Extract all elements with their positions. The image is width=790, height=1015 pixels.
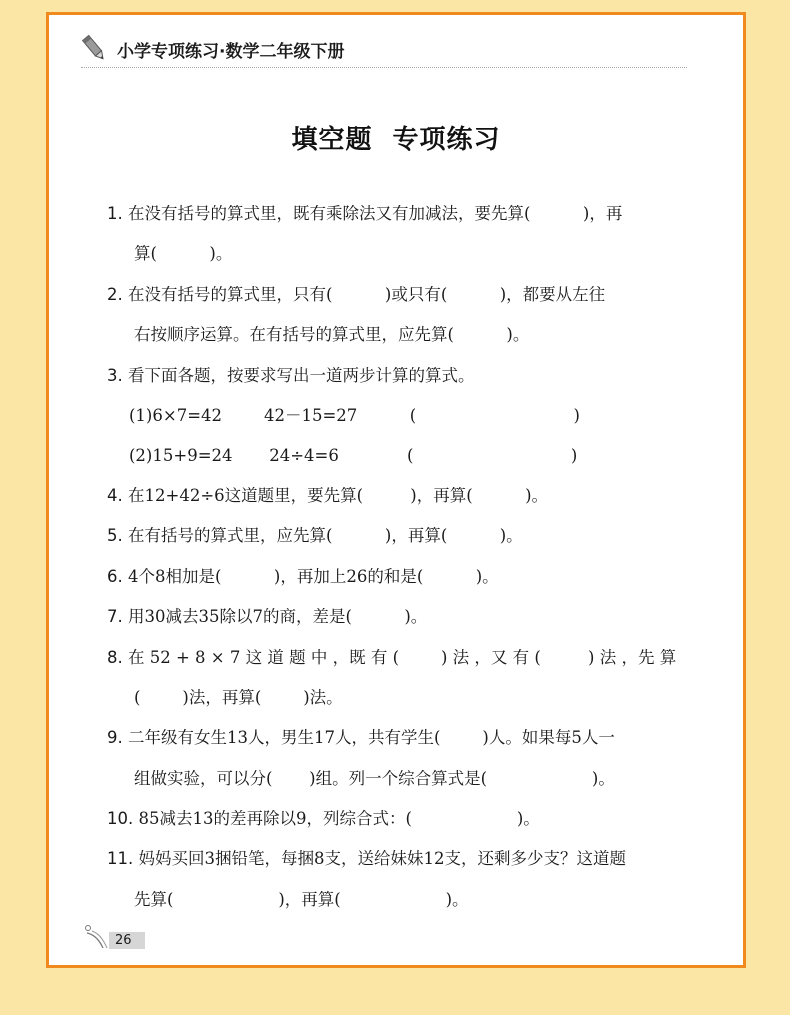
question-number: 6. xyxy=(107,567,123,586)
question-11-continued: 先算( )，再算( )。 xyxy=(134,890,469,909)
page-number: 26 xyxy=(109,932,145,949)
question-number: 8. xyxy=(107,648,123,667)
question-3-sub-2: (2)15+9=24 24÷4=6 ( ) xyxy=(129,446,578,465)
question-text: 在12+42÷6这道题里，要先算( )，再算( )。 xyxy=(128,486,549,505)
question-9-continued: 组做实验，可以分( )组。列一个综合算式是( )。 xyxy=(134,769,615,788)
swirl-decoration-icon xyxy=(83,923,109,949)
question-text: 在没有括号的算式里，既有乘除法又有加减法，要先算( )，再 xyxy=(128,204,623,223)
question-text: 85减去13的差再除以9，列综合式：( )。 xyxy=(138,809,540,828)
question-10 xyxy=(107,807,689,831)
question-8 xyxy=(107,646,689,670)
question-number: 11. xyxy=(107,849,134,868)
question-text: 妈妈买回3捆铅笔，每捆8支，送给妹妹12支，还剩多少支？这道题 xyxy=(138,849,626,868)
question-text: 4个8相加是( )，再加上26的和是( )。 xyxy=(128,567,499,586)
question-number: 10. xyxy=(107,809,134,828)
header-title: 小学专项练习·数学二年级下册 xyxy=(117,42,345,62)
question-number: 1. xyxy=(107,204,123,223)
question-text: 在没有括号的算式里，只有( )或只有( )，都要从左往 xyxy=(128,285,606,304)
question-number: 7. xyxy=(107,607,123,626)
question-2 xyxy=(107,283,689,307)
question-text: 看下面各题，按要求写出一道两步计算的算式。 xyxy=(128,366,475,385)
question-number: 2. xyxy=(107,285,123,304)
question-number: 5. xyxy=(107,526,123,545)
question-6 xyxy=(107,565,689,589)
pencil-icon xyxy=(81,33,107,63)
question-3-sub-1: (1)6×7=42 42－15=27 ( ) xyxy=(129,406,580,425)
question-text: 二年级有女生13人，男生17人，共有学生( )人。如果每5人一 xyxy=(128,728,615,747)
page-header xyxy=(81,33,687,68)
question-number: 9. xyxy=(107,728,123,747)
question-1-continued: 算( )。 xyxy=(134,244,233,263)
worksheet-page xyxy=(46,12,746,968)
question-7 xyxy=(107,605,689,629)
question-8-continued: ( )法，再算( )法。 xyxy=(134,688,343,707)
question-text: 用30减去35除以7的商，差是( )。 xyxy=(128,607,428,626)
question-1 xyxy=(107,202,689,226)
question-11 xyxy=(107,847,689,871)
question-4 xyxy=(107,484,689,508)
question-number: 4. xyxy=(107,486,123,505)
page-title: 填空题 专项练习 xyxy=(291,125,501,155)
question-3 xyxy=(107,364,689,388)
question-5 xyxy=(107,524,689,548)
question-2-continued: 右按顺序运算。在有括号的算式里，应先算( )。 xyxy=(134,325,530,344)
question-text: 在有括号的算式里，应先算( )，再算( )。 xyxy=(128,526,523,545)
question-number: 3. xyxy=(107,366,123,385)
question-9 xyxy=(107,726,689,750)
question-text: 在 52 + 8 × 7 这 道 题 中 ，既 有 ( ) 法 ，又 有 ( ) 法 ，先 算 xyxy=(128,648,677,667)
